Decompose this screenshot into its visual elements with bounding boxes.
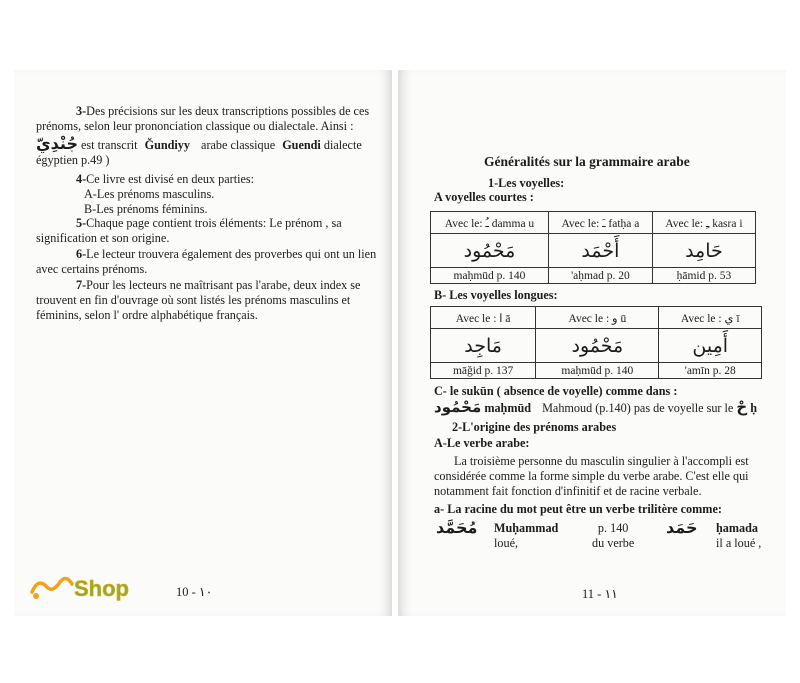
short-vowels-table	[430, 211, 756, 284]
item-3-text-line2: prénoms, selon leur prononciation classique ou dialectale. Ainsi :	[36, 119, 354, 133]
example-hamada	[716, 521, 761, 551]
item-3-arabic-word: جُنْدِيّ	[36, 134, 78, 153]
verb-paragraph	[434, 454, 774, 499]
long-latin-magid: māğid p. 137	[431, 363, 536, 379]
short-arabic-ahmad: أَحْمَد	[548, 234, 652, 268]
item-3	[36, 104, 378, 168]
logo-swoosh-icon	[32, 578, 72, 592]
short-latin-hamid: ḥāmid p. 53	[652, 268, 755, 284]
right-page	[398, 70, 786, 616]
item-4	[36, 172, 378, 217]
verb-text-line3: notamment fait fonction d'infinitif et de racine verbale.	[434, 484, 702, 498]
item-3-number: 3-	[76, 104, 87, 118]
short-arabic-hamid: حَامِد	[652, 234, 755, 268]
item-6-text-line2: avec certains prénoms.	[36, 262, 148, 276]
sukun-heading: C- le sukūn ( absence de voyelle) comme dans :	[434, 384, 678, 398]
short-header-fatha: Avec le: ـَ fatḥa a	[548, 212, 652, 234]
short-header-kasra: Avec le: ـِ kasra i	[652, 212, 755, 234]
long-arabic-amin: أَمِين	[659, 329, 762, 363]
short-latin-mahmud: maḥmūd p. 140	[431, 268, 549, 284]
example-source-text: du verbe	[592, 536, 635, 550]
short-arabic-mahmud: مَحْمُود	[431, 234, 549, 268]
logo-dot-icon	[33, 593, 39, 599]
long-arabic-mahmud: مَحْمُود	[536, 329, 659, 363]
item-7	[36, 278, 378, 323]
item-6-number: 6-	[76, 247, 87, 261]
example-muhammad	[494, 521, 558, 551]
item-5	[36, 216, 378, 246]
section-title: Généralités sur la grammaire arabe	[484, 154, 690, 169]
sukun-latin-word: maḥmūd	[484, 401, 532, 415]
short-header-damma: Avec le: ـُ damma u	[431, 212, 549, 234]
example-page-ref: p. 140	[597, 521, 629, 535]
sukun-text: Mahmoud (p.140) pas de voyelle sur le	[542, 401, 734, 415]
example-reference	[592, 521, 634, 551]
short-vowels-heading: A voyelles courtes :	[434, 190, 534, 204]
example-arabic-muhammad: مُحَمَّد	[436, 518, 478, 537]
item-3-text-line3b: arabe classique	[201, 138, 276, 152]
item-7-text-line2: trouvent en fin d'ouvrage où sont listés les prénoms masculins et	[36, 293, 351, 307]
left-page-number: 10 - ١٠	[176, 585, 213, 599]
item-3-text-line3a: est transcrit	[81, 138, 138, 152]
long-header-ya: Avec le : ي ī	[659, 307, 762, 329]
long-arabic-magid: مَاجِد	[431, 329, 536, 363]
item-6	[36, 247, 378, 277]
vowels-heading: 1-Les voyelles:	[488, 176, 565, 190]
long-latin-mahmud: maḥmūd p. 140	[536, 363, 659, 379]
long-vowels-table	[430, 306, 762, 379]
item-7-text-line3: féminins, selon l' ordre alphabétique français.	[36, 308, 258, 322]
origin-heading: 2-L'origine des prénoms arabes	[452, 420, 617, 434]
sukun-example	[434, 400, 757, 416]
item-4-part-b: B-Les prénoms féminins.	[84, 202, 208, 216]
example-arabic-hamada: حَمَد	[666, 518, 698, 537]
item-3-text-line3c: dialecte	[323, 138, 362, 152]
logo-text: Shop	[74, 576, 129, 601]
item-7-number: 7-	[76, 278, 87, 292]
item-3-text-line4: égyptien p.49 )	[36, 153, 110, 167]
verb-text-line1: La troisième personne du masculin singulier à l'accompli est	[454, 454, 749, 468]
long-vowels-heading: B- Les voyelles longues:	[434, 288, 558, 302]
long-header-waw: Avec le : و ū	[536, 307, 659, 329]
item-4-part-a: A-Les prénoms masculins.	[84, 187, 215, 201]
sukun-arabic-word: مَحْمُود	[434, 398, 482, 416]
item-3-term-dialect: Guendi	[282, 138, 321, 152]
example-muhammad-latin: Muḥammad	[494, 521, 559, 535]
item-5-number: 5-	[76, 216, 87, 230]
item-3-text-line1: Des précisions sur les deux transcriptions possibles de ces	[86, 104, 370, 118]
sukun-letter: حْ	[736, 398, 748, 416]
item-3-term-classic: Ğundiyy	[144, 138, 190, 152]
long-latin-amin: 'amīn p. 28	[659, 363, 762, 379]
sukun-letter-latin: ḥ	[750, 401, 758, 415]
root-heading: a- La racine du mot peut être un verbe trilitère comme:	[434, 502, 722, 516]
item-4-text: Ce livre est divisé en deux parties:	[86, 172, 255, 186]
item-4-number: 4-	[76, 172, 87, 186]
example-hamada-gloss: il a loué ,	[716, 536, 762, 550]
left-page	[14, 70, 392, 616]
shop-logo[interactable]	[28, 568, 158, 606]
verb-heading: A-Le verbe arabe:	[434, 436, 530, 450]
example-hamada-latin: ḥamada	[716, 521, 758, 535]
item-7-text-line1: Pour les lecteurs ne maîtrisant pas l'arabe, deux index se	[86, 278, 361, 292]
verb-text-line2: considérée comme la forme simple du verbe arabe. C'est elle qui	[434, 469, 749, 483]
long-header-alif: Avec le : ا ā	[431, 307, 536, 329]
example-muhammad-gloss: loué,	[494, 536, 519, 550]
item-5-text-line2: signification et son origine.	[36, 231, 170, 245]
item-6-text-line1: Le lecteur trouvera également des proverbes qui ont un lien	[86, 247, 377, 261]
right-page-number: 11 - ١١	[582, 587, 618, 601]
short-latin-ahmad: 'aḥmad p. 20	[548, 268, 652, 284]
item-5-text-line1: Chaque page contient trois éléments: Le prénom , sa	[86, 216, 342, 230]
